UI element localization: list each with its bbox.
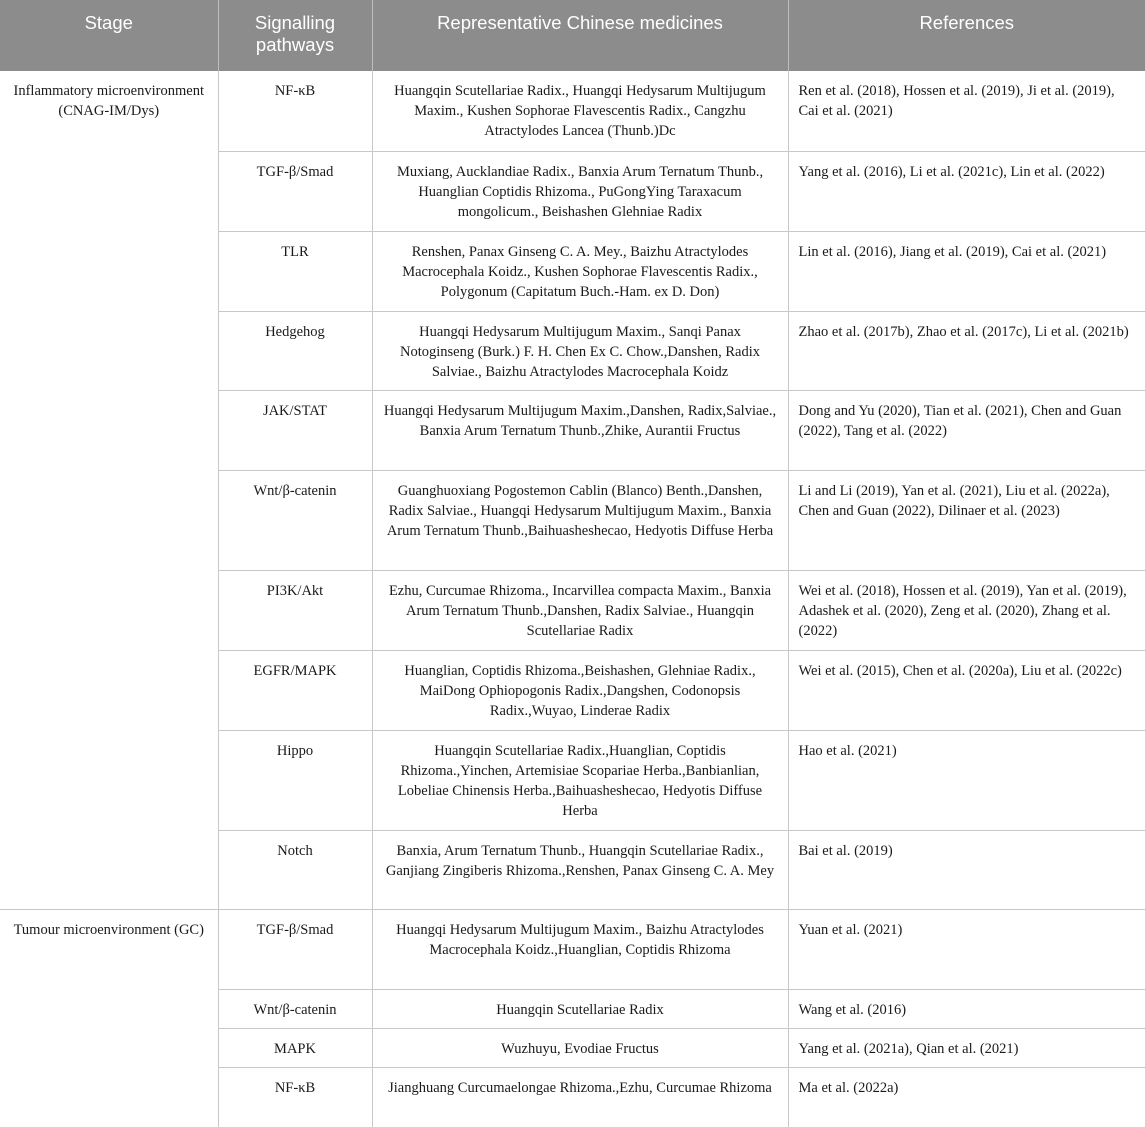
table-row — [0, 71, 1145, 151]
pathway-cell: TLR — [218, 231, 372, 311]
header-representative-medicines: Representative Chinese medicines — [372, 0, 788, 71]
medicines-cell: Huangqin Scutellariae Radix.,Huanglian, Coptidis Rhizoma.,Yinchen, Artemisiae Scopariae Herba.,Banbianlian, Lobeliae Chinensis Herba.,Baihuasheshecao, Hedyotis Diffuse Herba — [372, 730, 788, 830]
medicines-cell: Huangqin Scutellariae Radix — [372, 989, 788, 1028]
pathway-cell: TGF-β/Smad — [218, 151, 372, 231]
medicines-cell: Banxia, Arum Ternatum Thunb., Huangqin Scutellariae Radix., Ganjiang Zingiberis Rhizoma.,Renshen, Panax Ginseng C. A. Mey — [372, 830, 788, 909]
references-cell: Ma et al. (2022a) — [788, 1067, 1145, 1127]
header-signalling-pathways: Signalling pathways — [218, 0, 372, 71]
references-cell: Zhao et al. (2017b), Zhao et al. (2017c), Li et al. (2021b) — [788, 311, 1145, 390]
references-cell: Yuan et al. (2021) — [788, 909, 1145, 989]
pathway-cell: MAPK — [218, 1028, 372, 1067]
references-cell: Yang et al. (2016), Li et al. (2021c), Lin et al. (2022) — [788, 151, 1145, 231]
references-cell: Wei et al. (2018), Hossen et al. (2019), Yan et al. (2019), Adashek et al. (2020), Zeng et al. (2020), Zhang et al. (2022) — [788, 570, 1145, 650]
pathway-cell: Wnt/β-catenin — [218, 470, 372, 570]
medicines-cell: Ezhu, Curcumae Rhizoma., Incarvillea compacta Maxim., Banxia Arum Ternatum Thunb.,Danshen, Radix Salviae., Huangqin Scutellariae Radix — [372, 570, 788, 650]
table-row — [0, 909, 1145, 989]
references-cell: Ren et al. (2018), Hossen et al. (2019), Ji et al. (2019), Cai et al. (2021) — [798, 83, 1115, 119]
references-cell: Wang et al. (2016) — [788, 989, 1145, 1028]
pathway-cell: NF-κB — [218, 1067, 372, 1127]
pathway-cell: Notch — [218, 830, 372, 909]
medicines-cell: Huanglian, Coptidis Rhizoma.,Beishashen, Glehniae Radix., MaiDong Ophiopogonis Radix.,Dangshen, Codonopsis Radix.,Wuyao, Linderae Radix — [372, 650, 788, 730]
pathway-cell: TGF-β/Smad — [218, 909, 372, 989]
medicines-cell: Huangqi Hedysarum Multijugum Maxim., Sanqi Panax Notoginseng (Burk.) F. H. Chen Ex C. Chow.,Danshen, Radix Salviae., Baizhu Atractylodes Macrocephala Koidz — [372, 311, 788, 390]
medicines-cell: Huangqi Hedysarum Multijugum Maxim., Baizhu Atractylodes Macrocephala Koidz.,Huanglian, Coptidis Rhizoma — [372, 909, 788, 989]
medicines-cell: Wuzhuyu, Evodiae Fructus — [372, 1028, 788, 1067]
header-references: References — [788, 0, 1145, 71]
medicines-cell: Guanghuoxiang Pogostemon Cablin (Blanco) Benth.,Danshen, Radix Salviae., Huangqi Hedysarum Multijugum Maxim., Banxia Arum Ternatum Thunb.,Baihuasheshecao, Hedyotis Diffuse Herba — [372, 470, 788, 570]
medicines-cell: Huangqin Scutellariae Radix., Huangqi Hedysarum Multijugum Maxim., Kushen Sophorae Flavescentis Radix., Cangzhu Atractylodes Lancea (Thunb.)Dc — [372, 71, 788, 151]
table-header — [0, 0, 1145, 71]
references-cell: Bai et al. (2019) — [788, 830, 1145, 909]
references-cell: Lin et al. (2016), Jiang et al. (2019), Cai et al. (2021) — [788, 231, 1145, 311]
pathway-cell: NF-κB — [218, 71, 372, 151]
references-cell: Dong and Yu (2020), Tian et al. (2021), Chen and Guan (2022), Tang et al. (2022) — [788, 390, 1145, 470]
medicines-cell: Muxiang, Aucklandiae Radix., Banxia Arum Ternatum Thunb., Huanglian Coptidis Rhizoma., PuGongYing Taraxacum mongolicum., Beishashen Glehniae Radix — [372, 151, 788, 231]
references-cell: Hao et al. (2021) — [788, 730, 1145, 830]
stage-cell: Inflammatory microenvironment (CNAG-IM/Dys) — [0, 71, 218, 909]
pathway-cell: PI3K/Akt — [218, 570, 372, 650]
references-cell: Li and Li (2019), Yan et al. (2021), Liu et al. (2022a), Chen and Guan (2022), Dilinaer et al. (2023) — [788, 470, 1145, 570]
medicines-cell: Jianghuang Curcumaelongae Rhizoma.,Ezhu, Curcumae Rhizoma — [372, 1067, 788, 1127]
references-cell: Yang et al. (2021a), Qian et al. (2021) — [788, 1028, 1145, 1067]
pathway-cell: Hippo — [218, 730, 372, 830]
medicines-cell: Renshen, Panax Ginseng C. A. Mey., Baizhu Atractylodes Macrocephala Koidz., Kushen Sophorae Flavescentis Radix., Polygonum (Capitatum Buch.-Ham. ex D. Don) — [372, 231, 788, 311]
pathway-cell: Wnt/β-catenin — [218, 989, 372, 1028]
stage-cell: Tumour microenvironment (GC) — [0, 909, 218, 1127]
pathway-cell: EGFR/MAPK — [218, 650, 372, 730]
pathway-cell: JAK/STAT — [218, 390, 372, 470]
table-body — [0, 71, 1145, 1127]
medicines-cell: Huangqi Hedysarum Multijugum Maxim.,Danshen, Radix,Salviae., Banxia Arum Ternatum Thunb.,Zhike, Aurantii Fructus — [372, 390, 788, 470]
header-stage: Stage — [0, 0, 218, 71]
pathway-cell: Hedgehog — [218, 311, 372, 390]
references-cell: Wei et al. (2015), Chen et al. (2020a), Liu et al. (2022c) — [788, 650, 1145, 730]
